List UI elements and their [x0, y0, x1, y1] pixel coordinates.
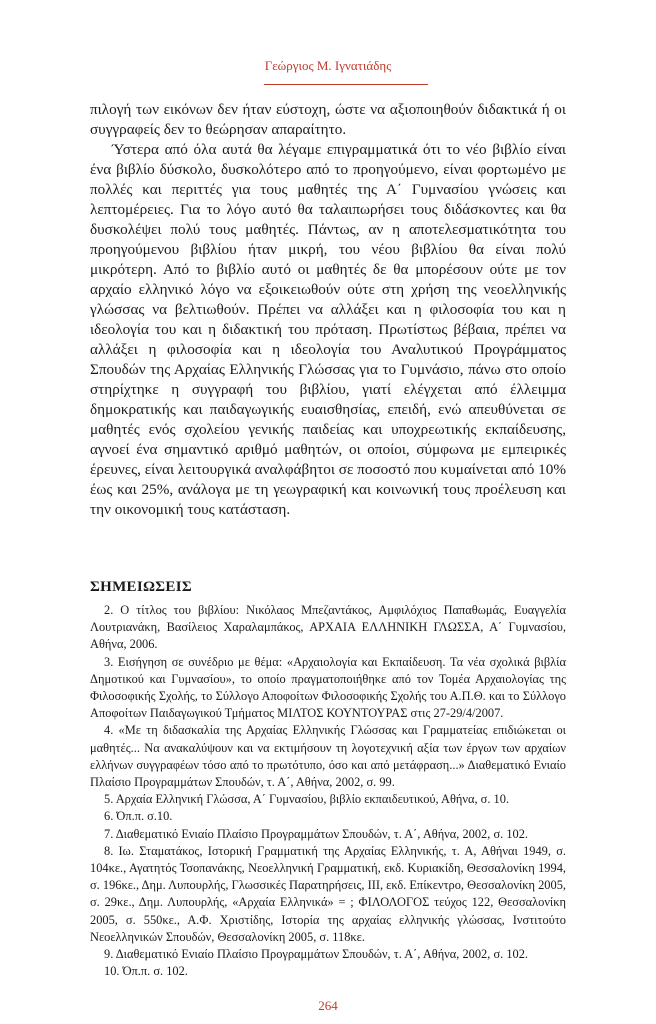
paragraph-continuation: πιλογή των εικόνων δεν ήταν εύστοχη, ώστε να αξιοποιηθούν διδακτικά ή οι συγγραφείς δεν το θεώρησαν απαραίτητο.	[90, 101, 566, 138]
header-underline	[264, 84, 428, 85]
note-item: 8. Ιω. Σταματάκος, Ιστορική Γραμματική της Αρχαίας Ελληνικής, τ. Α, Αθήναι 1949, σ. 104κε., Αγατητός Τσοπανάκης, Νεοελληνική Γραμματική, εκδ. Κυριακίδη, Θεσσαλονίκη 1994, σ. 196κε., Δημ. Λυπουρλής, Γλωσσικές Παρατηρήσεις, ΙΙΙ, εκδ. Επίκεντρο, Θεσσαλονίκη 2005, σ. 29κε., Δημ. Λυπουρλής, «Αρχαία Ελληνικά» = ; ΦΙΛΟΛΟΓΟΣ τεύχος 122, Θεσσαλονίκη 2005, σ. 550κε., Α.Φ. Χριστίδης, Ιστορία της αρχαίας ελληνικής γλώσσας, Ινστιτούτο Νεοελληνικών Σπουδών, Θεσσαλονίκη 2005, σ. 118κε.	[90, 843, 566, 944]
note-item: 4. «Με τη διδασκαλία της Αρχαίας Ελληνικής Γλώσσας και Γραμματείας επιδιώκεται οι μαθητές... Να ανακαλύψουν και να εκτιμήσουν τη λογοτεχνική αξία των έργων των αρχαίων ελλήνων συγγραφέων τόσο από το πρωτότυπο, όσο και από μετάφραση...» Διαθεματικό Ενιαίο Πλαίσιο Προγραμμάτων Σπουδών, τ. Α΄, Αθήνα, 2002, σ. 99.	[90, 723, 566, 790]
main-text	[90, 100, 566, 520]
note-item: 7. Διαθεματικό Ενιαίο Πλαίσιο Προγραμμάτων Σπουδών, τ. Α΄, Αθήνα, 2002, σ. 102.	[104, 826, 529, 841]
note-item: 9. Διαθεματικό Ενιαίο Πλαίσιο Προγραμμάτων Σπουδών, τ. Α΄, Αθήνα, 2002, σ. 102.	[104, 947, 529, 962]
note-item: 5. Αρχαία Ελληνική Γλώσσα, Α΄ Γυμνασίου, βιβλίο εκπαιδευτικού, Αθήνα, σ. 10.	[104, 792, 510, 807]
notes-list	[90, 602, 566, 980]
note-item: 10. Όπ.π. σ. 102.	[104, 964, 188, 979]
paragraph: Ύστερα από όλα αυτά θα λέγαμε επιγραμματικά ότι το νέο βιβλίο είναι ένα βιβλίο δύσκολο, δυσκολότερο από το προηγούμενο, είναι φορτωμένο με πολλές και περιττές για τους μαθητές της Α΄ Γυμνασίου γνώσεις και λεπτομέρειες. Για το λόγο αυτό θα ταλαιπωρήσει τους διδάσκοντες και θα δυσκολέψει πολύ τους μαθητές. Πάντως, αν η αποτελεσματικότητα του προηγούμενου βιβλίου ήταν μικρή, του νέου βιβλίου θα είναι πολύ μικρότερη. Από το βιβλίο αυτό οι μαθητές δε θα μπορέσουν ούτε με τον αρχαίο ελληνικό λόγο να εξοικειωθούν ούτε στη χρήση της νεοελληνικής γλώσσας να βελτιωθούν. Πρέπει να αλλάξει και η φιλοσοφία του και η ιδεολογία του και η διδακτική του πρόταση. Πρωτίστως βέβαια, πρέπει να αλλάξει η φιλοσοφία και η ιδεολογία του Αναλυτικού Προγράμματος Σπουδών της Αρχαίας Ελληνικής Γλώσσας για το Γυμνάσιο, πάνω στο οποίο στηρίχτηκε η συγγραφή του βιβλίου, γιατί ελέγχεται από έλλειμμα δημοκρατικής και παιδαγωγικής ευαισθησίας, επειδή, ενώ απευθύνεται σε μαθητές ενός σχολείου γενικής παιδείας και υποχρεωτικής εκπαίδευσης, αγνοεί ένα σημαντικό αριθμό μαθητών, οι οποίοι, σύμφωνα με εμπειρικές έρευνες, είναι λειτουργικά αναλφάβητοι σε ποσοστό που κυμαίνεται από 10% έως και 25%, ανάλογα με τη γεωγραφική και κοινωνική τους προέλευση και την οικονομική τους κατάσταση.	[90, 141, 566, 518]
note-item: 2. Ο τίτλος του βιβλίου: Νικόλαος Μπεζαντάκος, Αμφιλόχιος Παπαθωμάς, Ευαγγελία Λουτριανάκη, Βασίλειος Χαραλαμπάκος, ΑΡΧΑΙΑ ΕΛΛΗΝΙΚΗ ΓΛΩΣΣΑ, Α΄ Γυμνασίου, Αθήνα, 2006.	[90, 603, 566, 652]
note-item: 6. Όπ.π. σ.10.	[104, 809, 173, 824]
note-item: 3. Εισήγηση σε συνέδριο με θέμα: «Αρχαιολογία και Εκπαίδευση. Τα νέα σχολικά βιβλία Δημοτικού και Γυμνασίου», το οποίο πραγματοποιήθηκε από τον Τομέα Αρχαιολογίας της Φιλοσοφικής Σχολής, το Σύλλογο Αποφοίτων Φιλοσοφικής Σχολής του Α.Π.Θ. και το Σύλλογο Αποφοίτων Παιδαγωγικού Τμήματος ΜΙΛΤΟΣ ΚΟΥΝΤΟΥΡΑΣ στις 27-29/4/2007.	[90, 654, 566, 721]
page-number: 264	[318, 998, 338, 1013]
running-header: Γεώργιος Μ. Ιγνατιάδης	[264, 58, 392, 73]
notes-heading: ΣΗΜΕΙΩΣΕΙΣ	[90, 579, 192, 595]
